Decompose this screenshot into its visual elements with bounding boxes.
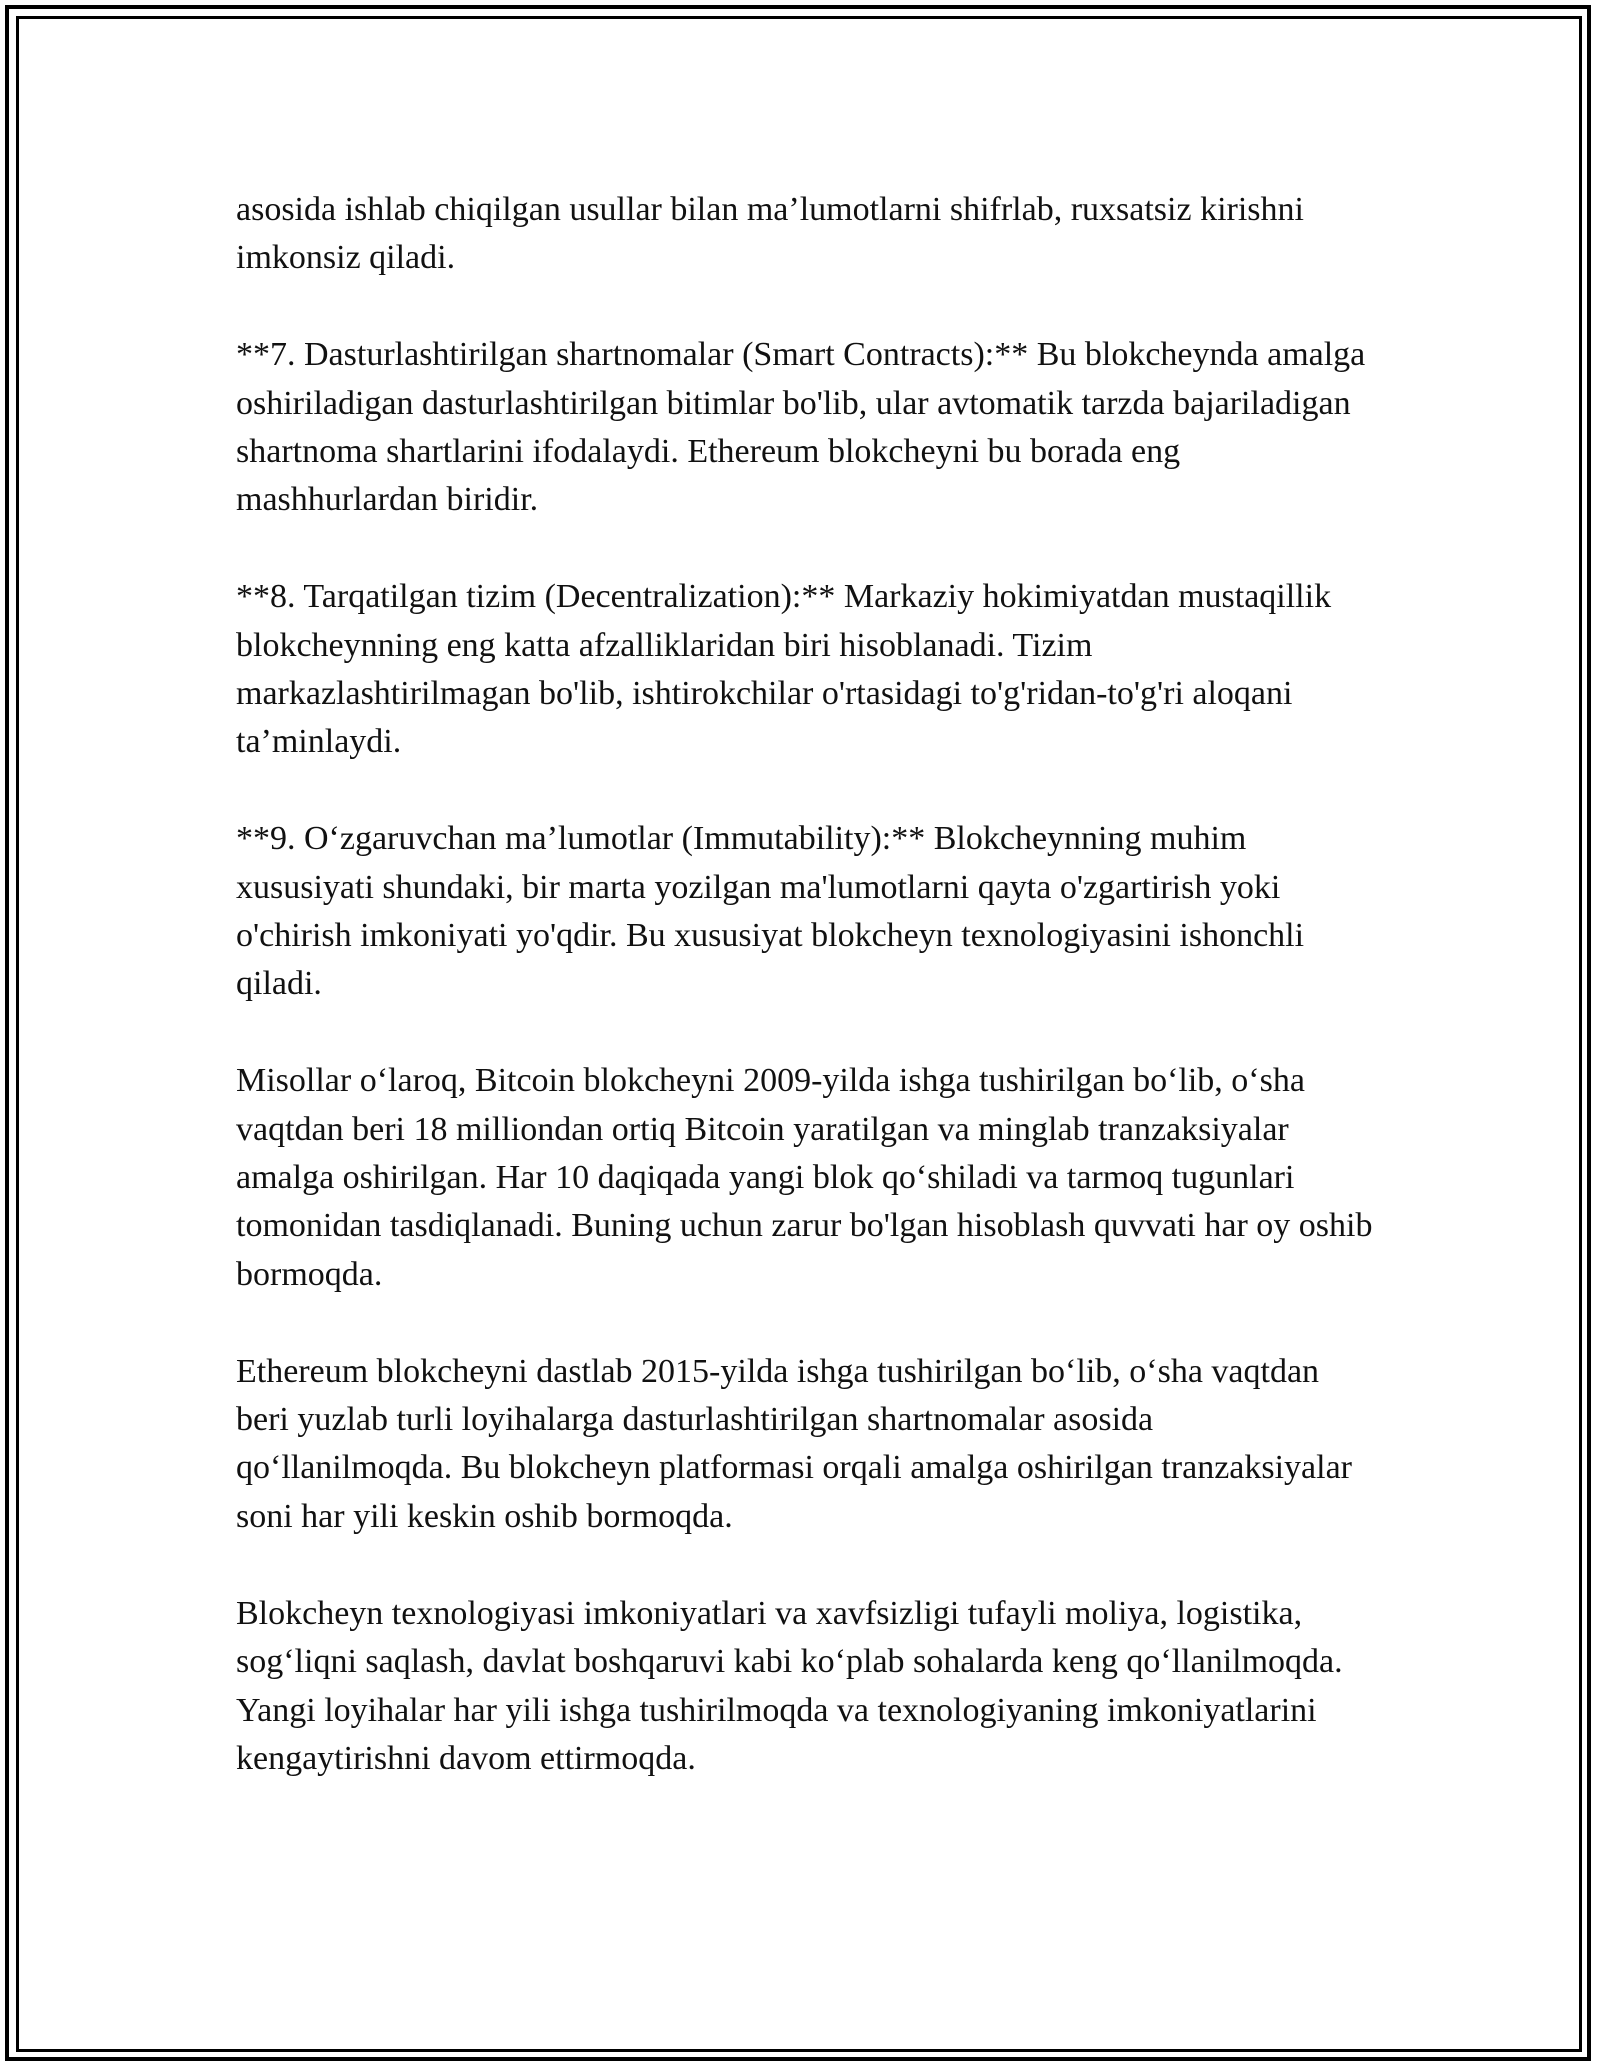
paragraph-bitcoin-example: Misollar o‘laroq, Bitcoin blokcheyni 2009-yilda ishga tushirilgan bo‘lib, o‘sha vaqtdan beri 18 milliondan ortiq Bitcoin yaratilgan va minglab tranzaksiyalar amalga oshirilgan. Har 10 daqiqada yangi blok qo‘shiladi va tarmoq tugunlari tomonidan tasdiqlanadi. Buning uchun zarur bo'lgan hisoblash quvvati har oy oshib bormoqda. xyxy=(236,1062,1373,1293)
paragraph-ethereum-example: Ethereum blokcheyni dastlab 2015-yilda ishga tushirilgan bo‘lib, o‘sha vaqtdan beri yuzlab turli loyihalarga dasturlashtirilgan shartnomalar asosida qo‘llanilmoqda. Bu blokcheyn platformasi orqali amalga oshirilgan tranzaksiyalar soni har yili keskin oshib bormoqda. xyxy=(236,1352,1353,1535)
paragraph-applications: Blokcheyn texnologiyasi imkoniyatlari va xavfsizligi tufayli moliya, logistika, sog‘liqni saqlash, davlat boshqaruvi kabi ko‘plab sohalarda keng qo‘llanilmoqda. Yangi loyihalar har yili ishga tushirilmoqda va texnologiyaning imkoniyatlarini kengaytirishni davom ettirmoqda. xyxy=(236,1594,1343,1777)
paragraph-immutability: **9. O‘zgaruvchan ma’lumotlar (Immutability):** Blokcheynning muhim xususiyati shundaki, bir marta yozilgan ma'lumotlarni qayta o'zgartirish yoki o'chirish imkoniyati yo'qdir. Bu xususiyat blokcheyn texnologiyasini ishonchli qiladi. xyxy=(236,820,1305,1003)
document-body xyxy=(236,186,1376,1783)
paragraph-intro-continuation: asosida ishlab chiqilgan usullar bilan ma’lumotlarni shifrlab, ruxsatsiz kirishni imkonsiz qiladi. xyxy=(236,191,1304,277)
paragraph-decentralization: **8. Tarqatilgan tizim (Decentralization):** Markaziy hokimiyatdan mustaqillik blokcheynning eng katta afzalliklaridan biri hisoblanadi. Tizim markazlashtirilmagan bo'lib, ishtirokchilar o'rtasidagi to'g'ridan-to'g'ri aloqani ta’minlaydi. xyxy=(236,578,1332,761)
paragraph-smart-contracts: **7. Dasturlashtirilgan shartnomalar (Smart Contracts):** Bu blokcheynda amalga oshiriladigan dasturlashtirilgan bitimlar bo'lib, ular avtomatik tarzda bajariladigan shartnoma shartlarini ifodalaydi. Ethereum blokcheyni bu borada eng mashhurlardan biridir. xyxy=(236,336,1366,519)
